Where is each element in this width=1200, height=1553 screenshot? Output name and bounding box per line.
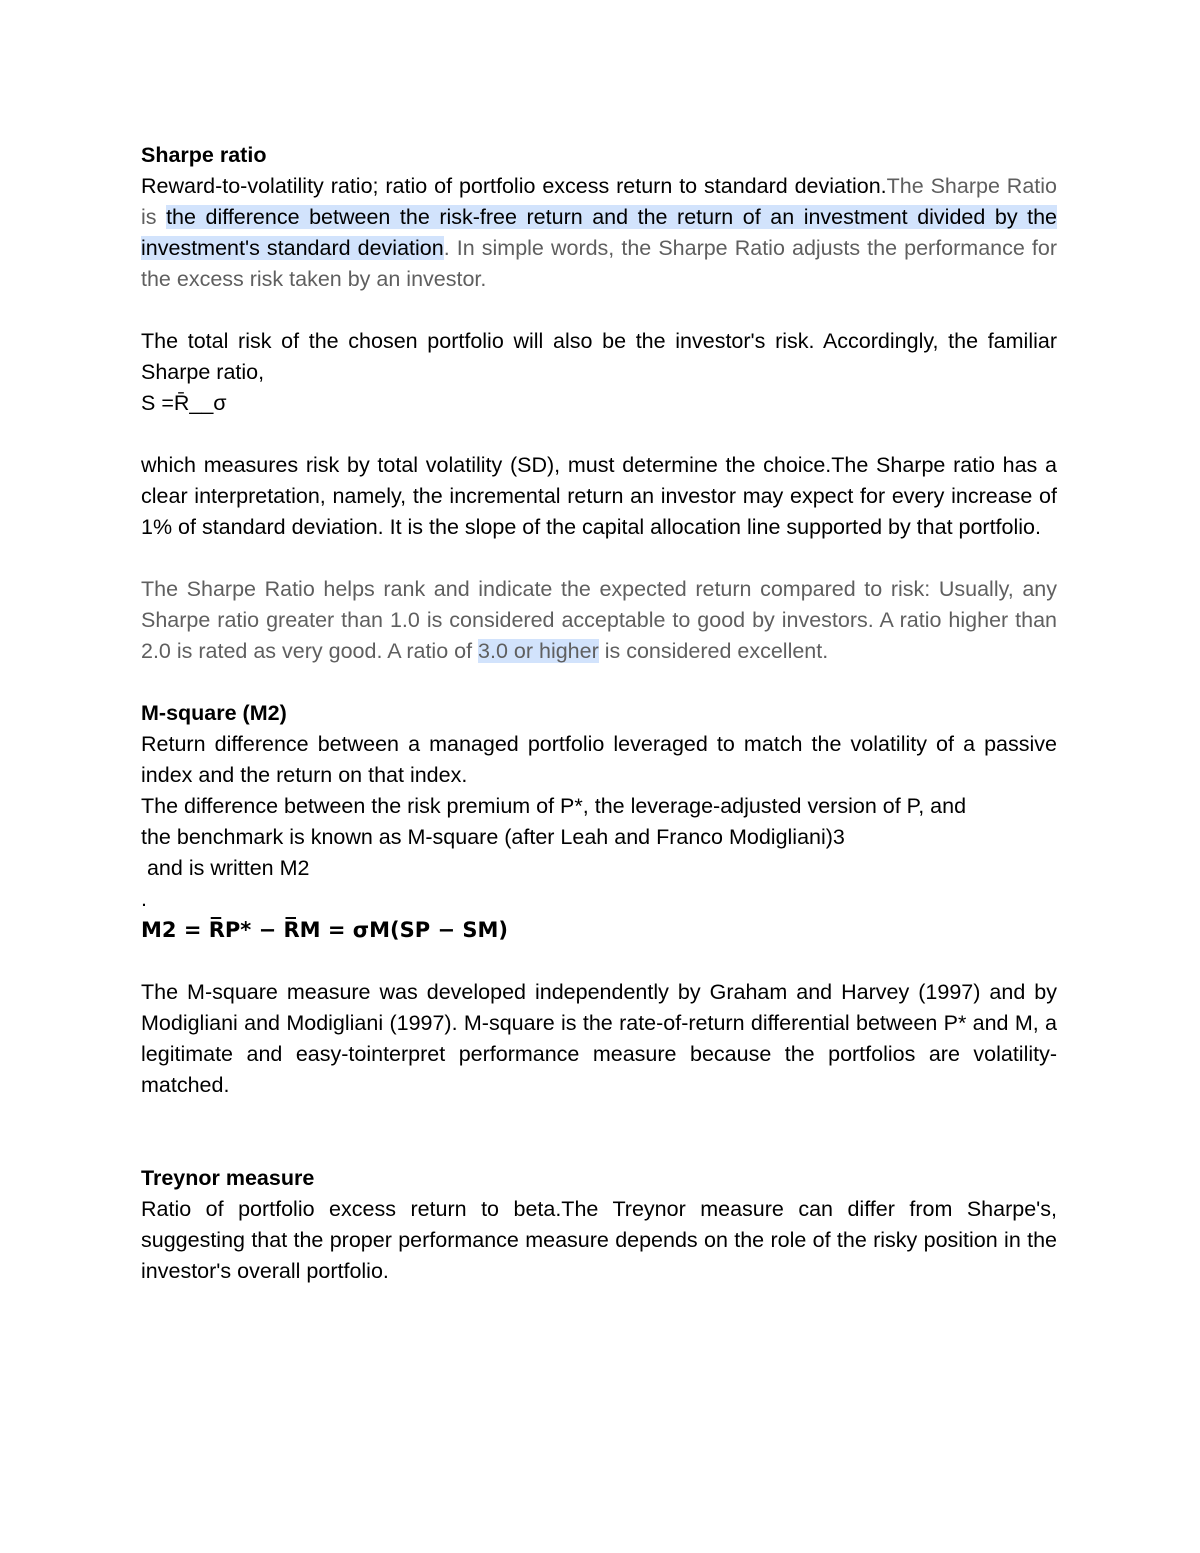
- sharpe-explanation-tail: . In simple words, the Sharpe Ratio adjusts the performance for the excess risk taken by an investor.: [141, 236, 1057, 291]
- msquare-history-paragraph: The M-square measure was developed independently by Graham and Harvey (1997) and by Modigliani and Modigliani (1997). M-square is the rate-of-return differential between P* and M, a legitimate and easy-tointerpret performance measure because the portfolios are volatility-matched.: [141, 980, 1057, 1097]
- sharpe-total-risk-paragraph: The total risk of the chosen portfolio will also be the investor's risk. Accordingly, the familiar Sharpe ratio,: [141, 329, 1057, 384]
- msquare-description-line: the benchmark is known as M-square (after Leah and Franco Modigliani)3: [141, 825, 845, 849]
- sharpe-ranking-tail: is considered excellent.: [598, 639, 829, 663]
- spacer: [141, 667, 1057, 698]
- spacer: [141, 1101, 1057, 1163]
- document-page: [141, 140, 1057, 1287]
- msquare-description-line: and is written M2: [141, 856, 310, 880]
- treynor-heading: Treynor measure: [141, 1166, 315, 1190]
- msquare-description-line: The difference between the risk premium of P*, the leverage-adjusted version of P, and: [141, 794, 967, 818]
- sharpe-highlighted-text: the difference between the risk-free return and the return of an investment divided by the investment's standard deviation: [141, 205, 1057, 260]
- msquare-formula: M2 = R̅P* − R̅M = σM(SP − SM): [141, 918, 508, 942]
- msquare-heading: M-square (M2): [141, 701, 287, 725]
- sharpe-explanation-text: The Sharpe Ratio is: [141, 174, 1058, 229]
- sharpe-definition-text: Reward-to-volatility ratio; ratio of portfolio excess return to standard deviation.: [141, 174, 887, 198]
- sharpe-formula: S =R̄__σ: [141, 391, 227, 415]
- spacer: [141, 295, 1057, 326]
- spacer: [141, 419, 1057, 450]
- sharpe-ranking-highlight: 3.0 or higher: [478, 639, 599, 663]
- sharpe-ranking-paragraph: [141, 574, 1057, 667]
- treynor-definition-paragraph: Ratio of portfolio excess return to beta.The Treynor measure can differ from Sharpe's, suggesting that the proper performance measure depends on the role of the risky position in the investor's overall portfolio.: [141, 1197, 1057, 1283]
- sharpe-heading: Sharpe ratio: [141, 143, 267, 167]
- spacer: [141, 543, 1057, 574]
- sharpe-ranking-text: The Sharpe Ratio helps rank and indicate the expected return compared to risk: Usually, any Sharpe ratio greater than 1.0 is considered acceptable to good by investors. A ratio higher than 2.0 is rated as very good. A ratio of: [141, 577, 1057, 663]
- msquare-dot: .: [141, 887, 147, 911]
- msquare-definition-paragraph: Return difference between a managed portfolio leveraged to match the volatility of a passive index and the return on that index.: [141, 732, 1057, 787]
- sharpe-definition-paragraph: [141, 171, 1057, 295]
- spacer: [141, 946, 1057, 977]
- sharpe-interpretation-paragraph: which measures risk by total volatility (SD), must determine the choice.The Sharpe ratio has a clear interpretation, namely, the incremental return an investor may expect for every increase of 1% of standard deviation. It is the slope of the capital allocation line supported by that portfolio.: [141, 453, 1057, 539]
